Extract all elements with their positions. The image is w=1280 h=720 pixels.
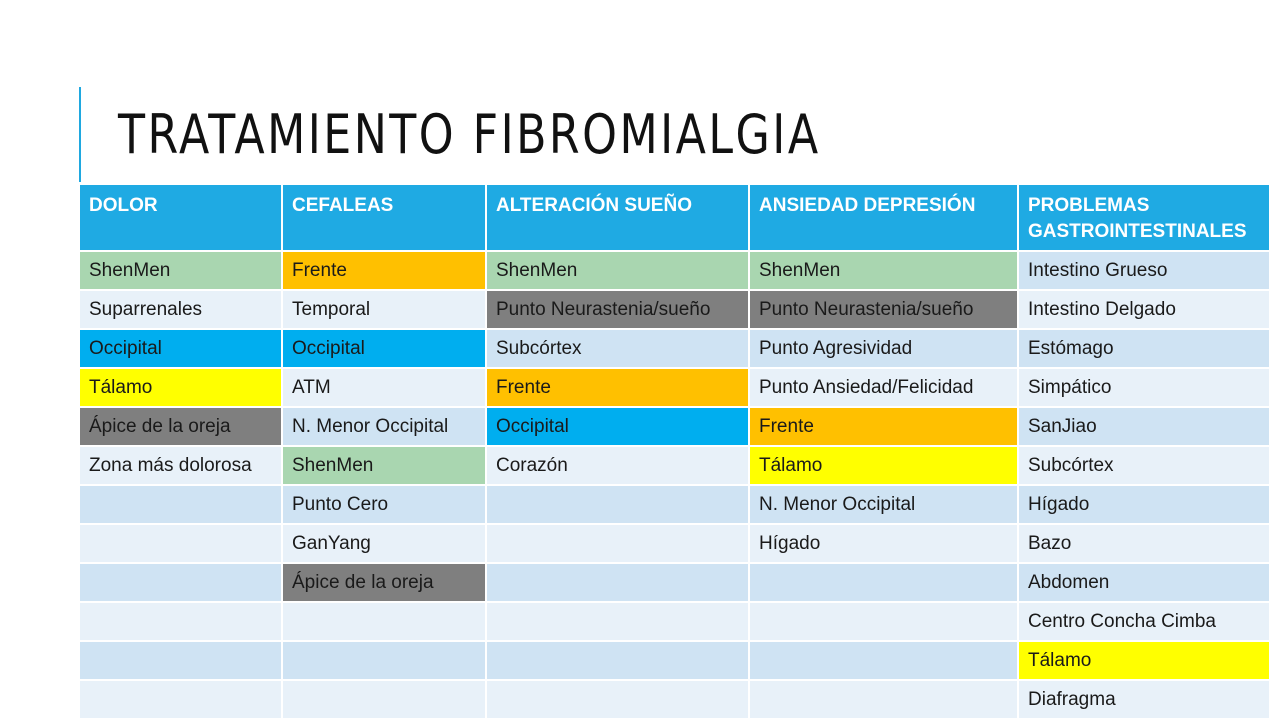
table-row bbox=[80, 602, 1270, 641]
table-row bbox=[80, 563, 1270, 602]
table-cell-cefaleas bbox=[282, 641, 486, 680]
table-cell-problemas-gastrointestinales: SanJiao bbox=[1018, 407, 1270, 446]
table-body bbox=[80, 251, 1270, 719]
page-title: TRATAMIENTO FIBROMIALGIA bbox=[118, 103, 821, 166]
table-cell-alteracion-sueno: ShenMen bbox=[486, 251, 749, 290]
column-header-ansiedad-depresion: ANSIEDAD DEPRESIÓN bbox=[749, 185, 1018, 251]
table-cell-dolor: Ápice de la oreja bbox=[80, 407, 282, 446]
table-cell-problemas-gastrointestinales: Diafragma bbox=[1018, 680, 1270, 719]
table-cell-alteracion-sueno bbox=[486, 680, 749, 719]
table-cell-problemas-gastrointestinales: Estómago bbox=[1018, 329, 1270, 368]
table-cell-cefaleas: N. Menor Occipital bbox=[282, 407, 486, 446]
table-cell-ansiedad-depresion: Punto Ansiedad/Felicidad bbox=[749, 368, 1018, 407]
table-cell-alteracion-sueno: Subcórtex bbox=[486, 329, 749, 368]
table-cell-problemas-gastrointestinales: Simpático bbox=[1018, 368, 1270, 407]
table-row bbox=[80, 251, 1270, 290]
table-cell-alteracion-sueno: Frente bbox=[486, 368, 749, 407]
table-cell-problemas-gastrointestinales: Intestino Delgado bbox=[1018, 290, 1270, 329]
table-cell-ansiedad-depresion: Tálamo bbox=[749, 446, 1018, 485]
table-cell-dolor: Suparrenales bbox=[80, 290, 282, 329]
table-cell-problemas-gastrointestinales: Subcórtex bbox=[1018, 446, 1270, 485]
table-cell-cefaleas: Frente bbox=[282, 251, 486, 290]
table-row bbox=[80, 485, 1270, 524]
table-cell-alteracion-sueno: Corazón bbox=[486, 446, 749, 485]
table-cell-dolor bbox=[80, 563, 282, 602]
table-row bbox=[80, 641, 1270, 680]
table-cell-ansiedad-depresion bbox=[749, 680, 1018, 719]
table-row bbox=[80, 329, 1270, 368]
treatment-table bbox=[80, 185, 1271, 720]
table-cell-dolor: Tálamo bbox=[80, 368, 282, 407]
table-cell-alteracion-sueno: Punto Neurastenia/sueño bbox=[486, 290, 749, 329]
table-cell-problemas-gastrointestinales: Tálamo bbox=[1018, 641, 1270, 680]
table-cell-ansiedad-depresion bbox=[749, 602, 1018, 641]
table-cell-ansiedad-depresion: N. Menor Occipital bbox=[749, 485, 1018, 524]
table-cell-dolor bbox=[80, 485, 282, 524]
table-cell-alteracion-sueno bbox=[486, 485, 749, 524]
table-cell-cefaleas: ATM bbox=[282, 368, 486, 407]
table-cell-cefaleas: Occipital bbox=[282, 329, 486, 368]
table-cell-ansiedad-depresion bbox=[749, 641, 1018, 680]
column-header-problemas-gastrointestinales: PROBLEMAS GASTROINTESTINALES bbox=[1018, 185, 1270, 251]
table-cell-alteracion-sueno bbox=[486, 524, 749, 563]
table-row bbox=[80, 524, 1270, 563]
table-cell-dolor: Occipital bbox=[80, 329, 282, 368]
table-row bbox=[80, 290, 1270, 329]
table-cell-cefaleas: GanYang bbox=[282, 524, 486, 563]
table-cell-problemas-gastrointestinales: Centro Concha Cimba bbox=[1018, 602, 1270, 641]
table-cell-cefaleas: Punto Cero bbox=[282, 485, 486, 524]
table-row bbox=[80, 368, 1270, 407]
table-row bbox=[80, 446, 1270, 485]
table-cell-dolor bbox=[80, 641, 282, 680]
column-header-alteracion-sueno: ALTERACIÓN SUEÑO bbox=[486, 185, 749, 251]
table-cell-dolor bbox=[80, 680, 282, 719]
table-cell-alteracion-sueno: Occipital bbox=[486, 407, 749, 446]
table-cell-cefaleas: Temporal bbox=[282, 290, 486, 329]
table-cell-cefaleas bbox=[282, 602, 486, 641]
table-cell-ansiedad-depresion: Punto Agresividad bbox=[749, 329, 1018, 368]
table-cell-problemas-gastrointestinales: Bazo bbox=[1018, 524, 1270, 563]
column-header-cefaleas: CEFALEAS bbox=[282, 185, 486, 251]
table-cell-cefaleas bbox=[282, 680, 486, 719]
column-header-dolor: DOLOR bbox=[80, 185, 282, 251]
table-header-row bbox=[80, 185, 1270, 251]
table-cell-dolor: Zona más dolorosa bbox=[80, 446, 282, 485]
table-cell-alteracion-sueno bbox=[486, 602, 749, 641]
table-cell-cefaleas: ShenMen bbox=[282, 446, 486, 485]
table-cell-dolor: ShenMen bbox=[80, 251, 282, 290]
table-cell-problemas-gastrointestinales: Abdomen bbox=[1018, 563, 1270, 602]
table-cell-alteracion-sueno bbox=[486, 641, 749, 680]
title-accent-bar bbox=[79, 87, 81, 182]
table-cell-ansiedad-depresion bbox=[749, 563, 1018, 602]
table-row bbox=[80, 680, 1270, 719]
table-cell-problemas-gastrointestinales: Intestino Grueso bbox=[1018, 251, 1270, 290]
table-row bbox=[80, 407, 1270, 446]
table-cell-ansiedad-depresion: Punto Neurastenia/sueño bbox=[749, 290, 1018, 329]
table-cell-alteracion-sueno bbox=[486, 563, 749, 602]
table-cell-ansiedad-depresion: Frente bbox=[749, 407, 1018, 446]
table-cell-dolor bbox=[80, 524, 282, 563]
table-cell-cefaleas: Ápice de la oreja bbox=[282, 563, 486, 602]
table-cell-ansiedad-depresion: ShenMen bbox=[749, 251, 1018, 290]
table-cell-ansiedad-depresion: Hígado bbox=[749, 524, 1018, 563]
table-cell-dolor bbox=[80, 602, 282, 641]
table-cell-problemas-gastrointestinales: Hígado bbox=[1018, 485, 1270, 524]
